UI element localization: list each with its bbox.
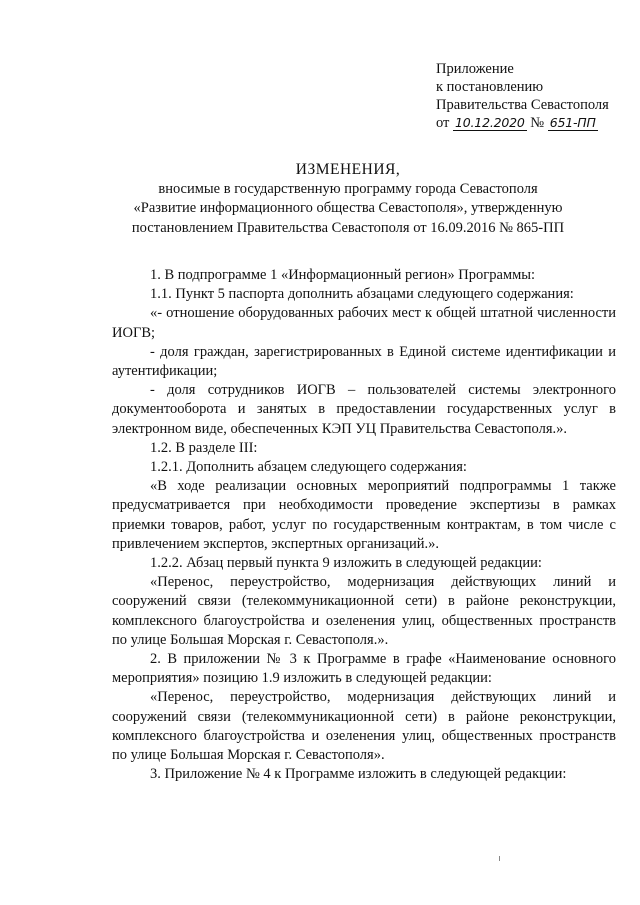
paragraph-3: 3. Приложение № 4 к Программе изложить в следующей редакции:: [150, 766, 567, 783]
title-line-3: постановлением Правительства Севастополя от 16.09.2016 № 865-ПП: [131, 219, 565, 236]
paragraph-2-a: «Перенос, переустройство, модернизация действующих линий и сооружений связи (телекоммуникационной сети) в районе реконструкции, комплексного благоустройства и озеленения улиц, общественных пространств по улице Большая Морская г. Севастополя».: [112, 689, 616, 764]
appendix-block: [436, 60, 609, 132]
appendix-line-3: Правительства Севастополя: [436, 97, 609, 113]
appendix-line-2: к постановлению: [436, 79, 544, 95]
appendix-date-line: [436, 114, 609, 132]
paragraph-1-2-1: 1.2.1. Дополнить абзацем следующего содержания:: [150, 459, 467, 476]
from-label: от: [436, 115, 450, 131]
paragraph-1-2-2: 1.2.2. Абзац первый пункта 9 изложить в следующей редакции:: [150, 555, 542, 572]
paragraph-1-1: 1.1. Пункт 5 паспорта дополнить абзацами следующего содержания:: [150, 286, 574, 303]
paragraph-1-2: 1.2. В разделе III:: [150, 439, 258, 456]
paragraph-1-2-1-a: «В ходе реализации основных мероприятий подпрограммы 1 также предусматривается при необходимости проведение экспертизы в рамках приемки товаров, работ, услуг по государственным контрактам, в том числе с привлечением экспертов, экспертных организаций.».: [112, 478, 616, 552]
paragraph-1-1-a: «- отношение оборудованных рабочих мест к общей штатной численности ИОГВ;: [112, 305, 616, 341]
paragraph-1-1-c: - доля сотрудников ИОГВ – пользователей системы электронного документооборота и занятых в предоставлении государственных услуг в электронном виде, обеспеченных КЭП УЦ Правительства Севастополя.».: [112, 382, 616, 437]
title-heading: ИЗМЕНЕНИЯ,: [295, 161, 401, 178]
paragraph-1-1-b: - доля граждан, зарегистрированных в Единой системе идентификации и аутентификации;: [112, 343, 616, 380]
document-title: [92, 160, 604, 238]
handwritten-number: 651-ПП: [549, 115, 596, 130]
paragraph-2: 2. В приложении № 3 к Программе в графе «Наименование основного мероприятия» позицию 1.9 изложить в следующей редакции:: [112, 651, 616, 687]
number-label: №: [530, 115, 545, 131]
paragraph-1: 1. В подпрограмме 1 «Информационный регион» Программы:: [150, 267, 536, 283]
document-body: [112, 266, 616, 784]
scan-mark: [499, 856, 500, 861]
title-line-1: вносимые в государственную программу города Севастополя: [158, 180, 538, 197]
appendix-line-1: Приложение: [436, 61, 514, 77]
handwritten-date: 10.12.2020: [455, 115, 525, 130]
paragraph-1-2-2-a: «Перенос, переустройство, модернизация действующих линий и сооружений связи (телекоммуникационной сети) в районе реконструкции, комплексного благоустройства и озеленения улиц, общественных пространств по улице Большая Морская г. Севастополя.».: [112, 574, 616, 648]
title-line-2: «Развитие информационного общества Севастополя», утвержденную: [133, 200, 563, 216]
